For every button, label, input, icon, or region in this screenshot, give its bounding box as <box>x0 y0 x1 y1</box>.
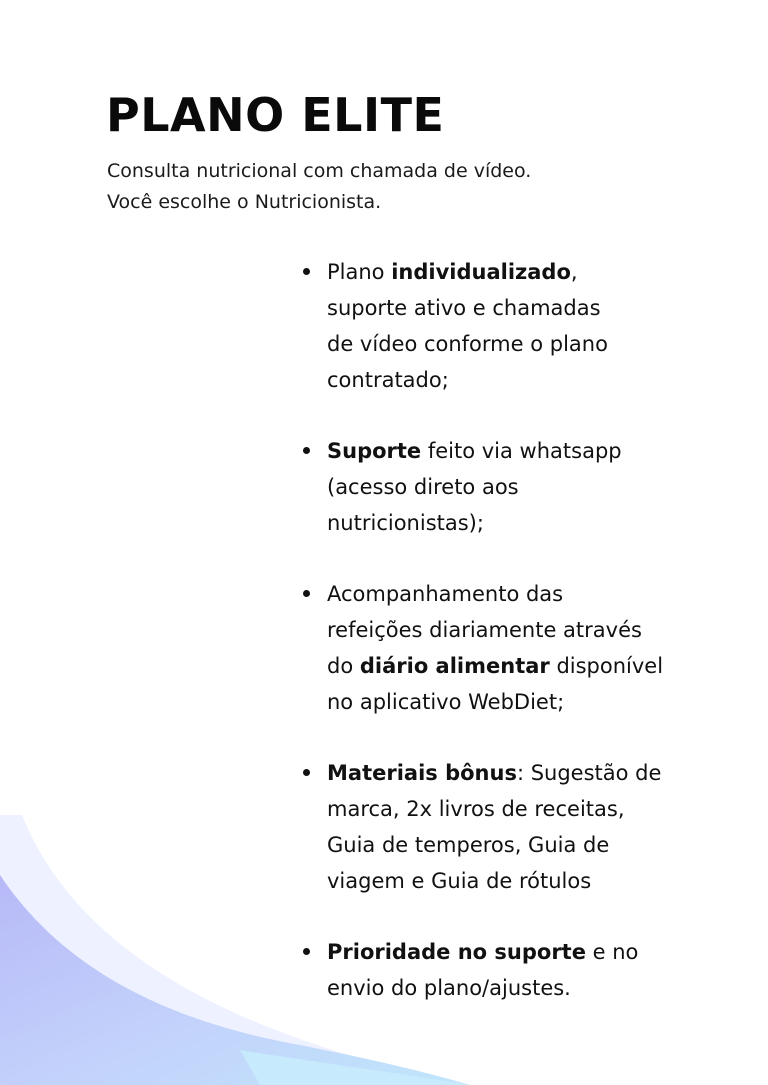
page-title: PLANO ELITE <box>106 88 445 142</box>
benefit-text: envio do plano/ajustes. <box>327 976 571 1000</box>
bullet-icon <box>303 447 310 454</box>
benefit-text: , <box>570 260 578 284</box>
benefit-text: : Sugestão de <box>516 761 662 785</box>
benefit-item <box>300 254 720 398</box>
benefit-line <box>327 469 720 505</box>
benefit-line <box>327 612 720 648</box>
subtitle-line-2: Você escolhe o Nutricionista. <box>107 191 382 213</box>
benefit-text: nutricionistas); <box>327 511 484 535</box>
benefit-line <box>327 505 720 541</box>
benefit-highlight: individualizado <box>391 260 571 284</box>
benefit-text: (acesso direto aos <box>327 475 519 499</box>
benefit-line <box>327 326 720 362</box>
benefit-line <box>327 684 720 720</box>
benefit-line <box>327 433 720 469</box>
benefit-highlight: Suporte <box>327 439 422 463</box>
benefit-text: refeições diariamente através <box>327 618 642 642</box>
benefit-text: viagem e Guia de rótulos <box>327 869 592 893</box>
benefit-text: contratado; <box>327 368 449 392</box>
benefit-line <box>327 362 720 398</box>
benefit-line <box>327 755 720 791</box>
benefit-highlight: Materiais bônus <box>327 761 517 785</box>
benefit-text: feito via whatsapp <box>421 439 622 463</box>
benefit-line <box>327 648 720 684</box>
benefit-text: Plano <box>327 260 392 284</box>
benefit-item <box>300 433 720 541</box>
benefit-text: do <box>327 654 360 678</box>
bullet-icon <box>303 769 310 776</box>
benefit-text: marca, 2x livros de receitas, <box>327 797 625 821</box>
benefit-highlight: diário alimentar <box>359 654 550 678</box>
benefit-line <box>327 254 720 290</box>
decorative-wave <box>0 815 768 1085</box>
benefit-line <box>327 290 720 326</box>
benefit-line <box>327 576 720 612</box>
benefit-item <box>300 576 720 720</box>
subtitle <box>107 156 531 218</box>
benefit-text: no aplicativo WebDiet; <box>327 690 565 714</box>
benefit-text: de vídeo conforme o plano <box>327 332 608 356</box>
benefit-text: suporte ativo e chamadas <box>327 296 601 320</box>
benefit-text: Acompanhamento das <box>327 582 564 606</box>
benefit-text: Guia de temperos, Guia de <box>327 833 610 857</box>
benefit-text: disponível <box>549 654 664 678</box>
benefit-text: e no <box>585 940 639 964</box>
bullet-icon <box>303 268 310 275</box>
subtitle-line-1: Consulta nutricional com chamada de vídeo. <box>107 160 532 182</box>
benefit-highlight: Prioridade no suporte <box>327 940 586 964</box>
bullet-icon <box>303 590 310 597</box>
